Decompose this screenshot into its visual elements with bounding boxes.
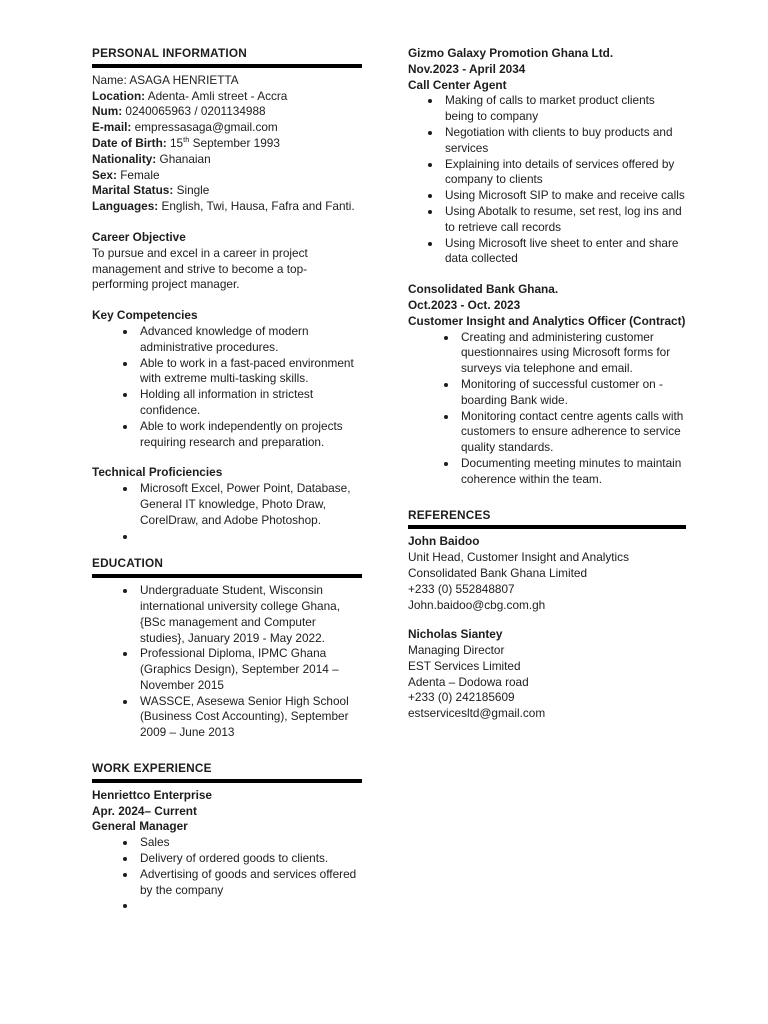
- job-company: Gizmo Galaxy Promotion Ghana Ltd.: [408, 46, 614, 60]
- reference-line: John.baidoo@cbg.com.gh: [408, 597, 546, 612]
- job-company: Consolidated Bank Ghana.: [408, 282, 559, 297]
- education-list: [92, 583, 362, 741]
- reference-nicholas-siantey: [408, 627, 686, 722]
- field-marital-status-label: Marital Status:: [92, 183, 174, 198]
- job-gizmo-galaxy: [408, 46, 686, 267]
- bullet-item-empty: [137, 898, 362, 914]
- job-role: Call Center Agent: [408, 77, 507, 92]
- job-duties-list: [92, 835, 362, 914]
- section-education: [92, 556, 362, 741]
- bullet-item: • WASSCE, Asesewa Senior High School (Business Cost Accounting), September 2009 – June 2013: [137, 694, 362, 741]
- reference-line: Unit Head, Customer Insight and Analytics: [408, 550, 629, 565]
- job-duties-list: [408, 330, 686, 488]
- field-languages-label: Languages:: [92, 199, 159, 214]
- education-heading: EDUCATION: [92, 556, 362, 578]
- job-role: Customer Insight and Analytics Officer (Contract): [408, 313, 686, 328]
- personal-information-heading: PERSONAL INFORMATION: [92, 46, 362, 68]
- field-dob: [92, 136, 362, 152]
- bullet-item: • Monitoring of successful customer on -boarding Bank wide.: [458, 377, 686, 409]
- field-name-value: ASAGA HENRIETTA: [126, 72, 239, 87]
- field-email-label: E-mail:: [92, 120, 132, 135]
- bullet-item: • Creating and administering customer questionnaires using Microsoft forms for surveys via telephone and email.: [458, 330, 686, 377]
- bullet-item: • Holding all information in strictest confidence.: [137, 387, 362, 419]
- bullet-item: • Negotiation with clients to buy products and services: [442, 125, 686, 157]
- field-nationality-label: Nationality:: [92, 151, 157, 166]
- technical-proficiencies-list: [92, 481, 362, 544]
- section-work-experience: [92, 761, 362, 914]
- field-nationality-value: Ghanaian: [156, 151, 211, 166]
- job-duties-list: [408, 93, 686, 267]
- reference-line: Adenta – Dodowa road: [408, 674, 529, 689]
- field-num-label: Num:: [92, 104, 123, 119]
- bullet-item: • Sales: [137, 835, 362, 851]
- field-languages: [92, 199, 362, 215]
- reference-line: Consolidated Bank Ghana Limited: [408, 565, 588, 580]
- references-heading: REFERENCES: [408, 508, 686, 530]
- bullet-item: • Delivery of ordered goods to clients.: [137, 851, 362, 867]
- career-objective-body: To pursue and excel in a career in project management and strive to become a top-performing project manager.: [92, 245, 308, 292]
- bullet-item: • Explaining into details of services offered by company to clients: [442, 157, 686, 189]
- field-email: [92, 120, 362, 136]
- work-experience-heading: WORK EXPERIENCE: [92, 761, 362, 783]
- field-location: [92, 89, 362, 105]
- job-period: Oct.2023 - Oct. 2023: [408, 297, 521, 312]
- section-key-competencies: [92, 308, 362, 450]
- field-sex: [92, 168, 362, 184]
- bullet-item: • Using Microsoft SIP to make and receive calls: [442, 188, 686, 204]
- field-num-value: 0240065963 / 0201134988: [122, 104, 266, 119]
- bullet-item: • Monitoring contact centre agents calls with customers to ensure adherence to service quality standards.: [458, 409, 686, 456]
- key-competencies-heading: Key Competencies: [92, 308, 198, 323]
- field-sex-label: Sex:: [92, 167, 117, 182]
- section-career-objective: [92, 230, 362, 293]
- bullet-item: • Advanced knowledge of modern administrative procedures.: [137, 324, 362, 356]
- job-company: Henriettco Enterprise: [92, 787, 212, 802]
- field-nationality: [92, 152, 362, 168]
- right-column: [408, 46, 686, 914]
- job-period: Nov.2023 - April 2034: [408, 61, 526, 76]
- field-sex-value: Female: [116, 167, 160, 182]
- field-dob-label: Date of Birth:: [92, 135, 167, 150]
- bullet-item: • Documenting meeting minutes to maintain coherence within the team.: [458, 456, 686, 488]
- bullet-item: • Microsoft Excel, Power Point, Database, General IT knowledge, Photo Draw, CorelDraw, and Adobe Photoshop.: [137, 481, 362, 528]
- field-marital-status: [92, 183, 362, 199]
- field-dob-rest: September 1993: [189, 135, 280, 150]
- field-email-value: empressasaga@gmail.com: [131, 120, 278, 135]
- field-num: [92, 104, 362, 120]
- job-period: Apr. 2024– Current: [92, 803, 197, 818]
- reference-line: Managing Director: [408, 643, 505, 658]
- field-dob-day: 15: [166, 135, 184, 150]
- field-location-value: Adenta- Amli street - Accra: [145, 88, 288, 103]
- field-languages-value: English, Twi, Hausa, Fafra and Fanti.: [158, 199, 355, 214]
- bullet-item: • Able to work in a fast-paced environment with extreme multi-tasking skills.: [137, 356, 362, 388]
- job-consolidated-bank: [408, 282, 686, 487]
- reference-line: +233 (0) 552848807: [408, 581, 515, 596]
- bullet-item: • Making of calls to market product clients being to company: [442, 93, 686, 125]
- section-personal-information: [92, 46, 362, 215]
- reference-john-baidoo: [408, 534, 686, 613]
- key-competencies-list: [92, 324, 362, 450]
- field-dob-ordinal: th: [183, 135, 190, 145]
- bullet-item: • Using Microsoft live sheet to enter and share data collected: [442, 236, 686, 268]
- technical-proficiencies-heading: Technical Proficiencies: [92, 465, 223, 480]
- bullet-item: • Advertising of goods and services offered by the company: [137, 867, 362, 899]
- field-name: [92, 73, 362, 89]
- reference-line: EST Services Limited: [408, 658, 521, 673]
- field-location-label: Location:: [92, 88, 146, 103]
- bullet-item: • Able to work independently on projects requiring research and preparation.: [137, 419, 362, 451]
- reference-line: +233 (0) 242185609: [408, 690, 515, 705]
- bullet-item-empty: [137, 529, 362, 545]
- field-name-label: Name:: [92, 72, 127, 87]
- bullet-item: • Using Abotalk to resume, set rest, log ins and to retrieve call records: [442, 204, 686, 236]
- field-marital-status-value: Single: [173, 183, 210, 198]
- reference-name: Nicholas Siantey: [408, 627, 503, 642]
- section-references: [408, 508, 686, 723]
- bullet-item: • Undergraduate Student, Wisconsin international university college Ghana, {BSc management and Computer studies}, January 2019 - May 2022.: [137, 583, 362, 646]
- section-technical-proficiencies: [92, 465, 362, 544]
- reference-name: John Baidoo: [408, 534, 480, 549]
- job-role: General Manager: [92, 819, 188, 834]
- reference-line: estservicesltd@gmail.com: [408, 706, 546, 721]
- left-column: [92, 46, 362, 914]
- bullet-item: • Professional Diploma, IPMC Ghana (Graphics Design), September 2014 – November 2015: [137, 646, 362, 693]
- career-objective-heading: Career Objective: [92, 229, 186, 244]
